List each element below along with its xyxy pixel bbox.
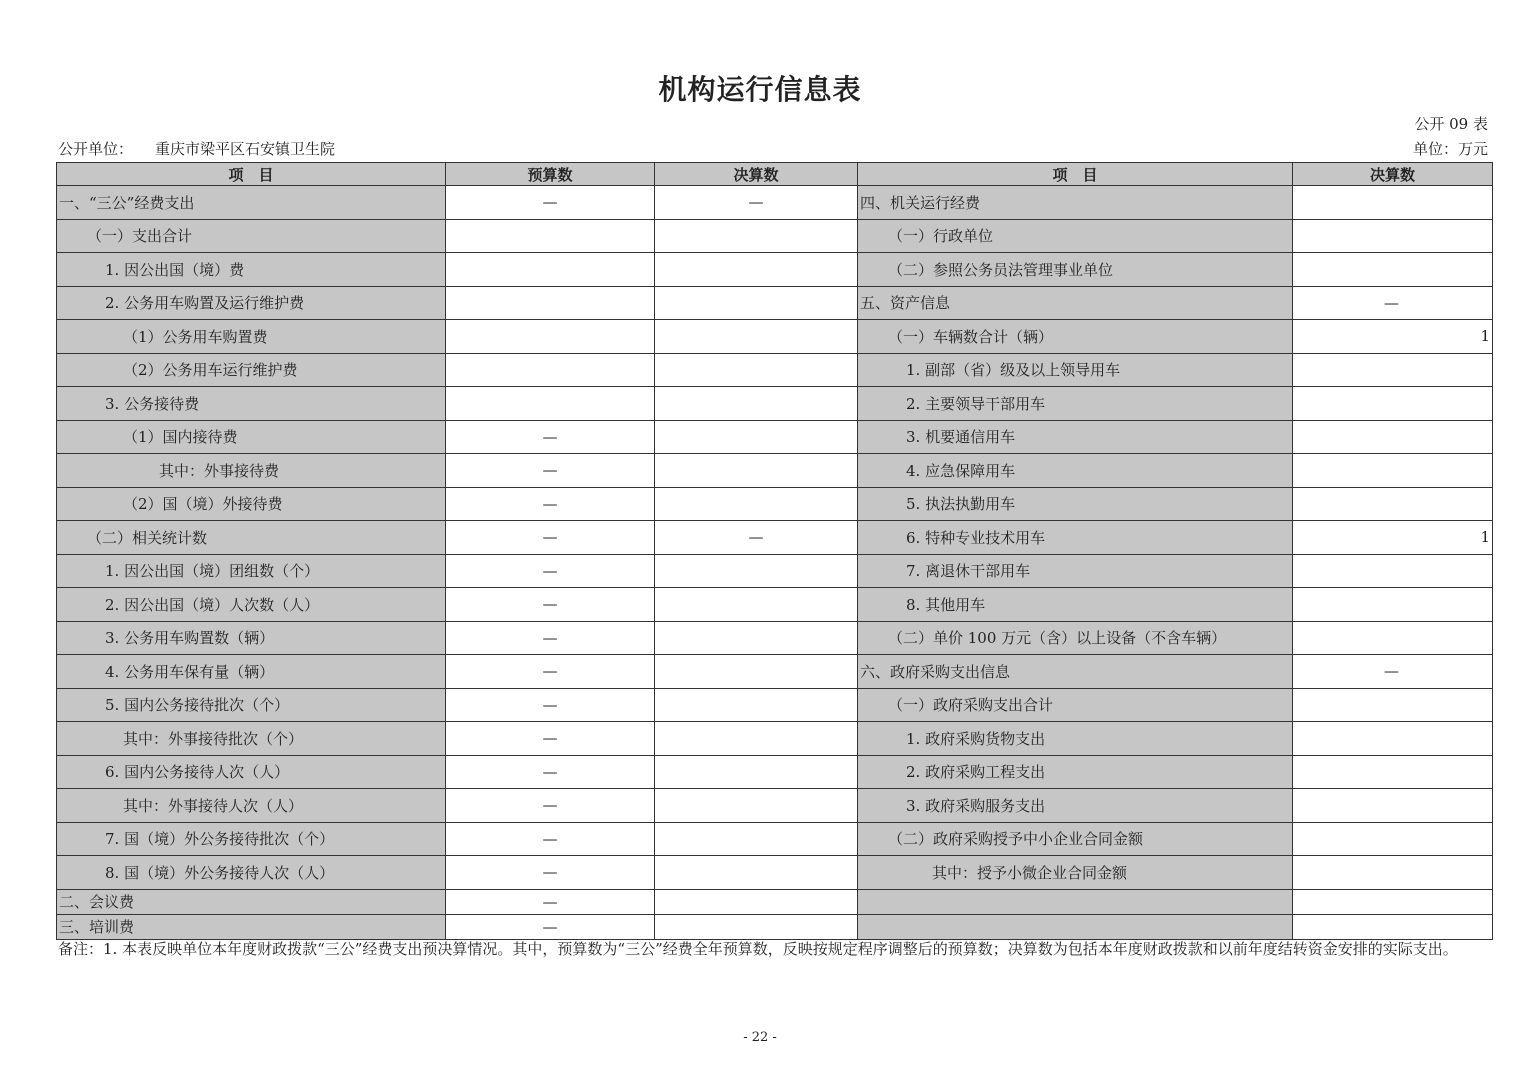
final-value-left bbox=[655, 722, 858, 756]
table-header-row bbox=[57, 163, 1493, 186]
final-value-left bbox=[655, 889, 858, 914]
right-item-label: 8. 其他用车 bbox=[858, 588, 1293, 622]
final-value-left bbox=[655, 487, 858, 521]
final-value-right bbox=[1293, 822, 1493, 856]
page-title: 机构运行信息表 bbox=[658, 73, 862, 106]
left-item-label: 3. 公务用车购置数（辆） bbox=[57, 621, 446, 655]
right-item-label: 3. 机要通信用车 bbox=[858, 420, 1293, 454]
final-value-left bbox=[655, 655, 858, 689]
reporting-unit-label: 公开单位： bbox=[58, 140, 134, 158]
final-value-left bbox=[655, 320, 858, 354]
right-item-label: （二）政府采购授予中小企业合同金额 bbox=[858, 822, 1293, 856]
left-item-label: 2. 公务用车购置及运行维护费 bbox=[57, 286, 446, 320]
final-value-right bbox=[1293, 789, 1493, 823]
final-value-left bbox=[655, 588, 858, 622]
table-row bbox=[57, 253, 1493, 287]
table-row bbox=[57, 588, 1493, 622]
left-item-label: 3. 公务接待费 bbox=[57, 387, 446, 421]
budget-value bbox=[446, 320, 655, 354]
table-row bbox=[57, 320, 1493, 354]
left-item-label: 4. 公务用车保有量（辆） bbox=[57, 655, 446, 689]
reporting-unit bbox=[58, 138, 357, 159]
budget-value: — bbox=[446, 856, 655, 890]
right-item-label: 2. 政府采购工程支出 bbox=[858, 755, 1293, 789]
right-item-label: 六、政府采购支出信息 bbox=[858, 655, 1293, 689]
final-value-right bbox=[1293, 487, 1493, 521]
header-final-right: 决算数 bbox=[1293, 163, 1493, 186]
final-value-right: 1 bbox=[1293, 320, 1493, 354]
left-item-label: 2. 因公出国（境）人次数（人） bbox=[57, 588, 446, 622]
right-item-label: （二）单价 100 万元（含）以上设备（不含车辆） bbox=[858, 621, 1293, 655]
budget-value: — bbox=[446, 554, 655, 588]
final-value-left bbox=[655, 420, 858, 454]
budget-value: — bbox=[446, 621, 655, 655]
right-item-label: 4. 应急保障用车 bbox=[858, 454, 1293, 488]
table-row bbox=[57, 722, 1493, 756]
final-value-right bbox=[1293, 856, 1493, 890]
final-value-right bbox=[1293, 688, 1493, 722]
final-value-right bbox=[1293, 353, 1493, 387]
right-item-label: 其中：授予小微企业合同金额 bbox=[858, 856, 1293, 890]
budget-value: — bbox=[446, 454, 655, 488]
table-row bbox=[57, 755, 1493, 789]
final-value-left bbox=[655, 353, 858, 387]
header-budget: 预算数 bbox=[446, 163, 655, 186]
table-row bbox=[57, 789, 1493, 823]
left-item-label: （1）公务用车购置费 bbox=[57, 320, 446, 354]
budget-value: — bbox=[446, 914, 655, 939]
budget-value: — bbox=[446, 420, 655, 454]
left-item-label: 其中：外事接待人次（人） bbox=[57, 789, 446, 823]
header-final-left: 决算数 bbox=[655, 163, 858, 186]
final-value-right bbox=[1293, 454, 1493, 488]
budget-value: — bbox=[446, 722, 655, 756]
form-code: 公开 09 表 bbox=[1414, 115, 1488, 133]
table-row bbox=[57, 889, 1493, 914]
table-row bbox=[57, 655, 1493, 689]
final-value-right bbox=[1293, 253, 1493, 287]
right-item-label: （一）车辆数合计（辆） bbox=[858, 320, 1293, 354]
final-value-left: — bbox=[655, 521, 858, 555]
right-item-label: 1. 政府采购货物支出 bbox=[858, 722, 1293, 756]
table-body bbox=[57, 186, 1493, 940]
final-value-left bbox=[655, 454, 858, 488]
left-item-label: （2）公务用车运行维护费 bbox=[57, 353, 446, 387]
right-item-label bbox=[858, 889, 1293, 914]
left-item-label: （1）国内接待费 bbox=[57, 420, 446, 454]
final-value-right bbox=[1293, 420, 1493, 454]
budget-value bbox=[446, 286, 655, 320]
footnote: 备注：1. 本表反映单位本年度财政拨款“三公”经费支出预决算情况。其中，预算数为“三公”经费全年预算数，反映按规定程序调整后的预算数；决算数为包括本年度财政拨款和以前年度结转资金安排的实际支出。 bbox=[58, 940, 1458, 958]
budget-value: — bbox=[446, 688, 655, 722]
left-item-label: （2）国（境）外接待费 bbox=[57, 487, 446, 521]
header-item-left: 项 目 bbox=[57, 163, 446, 186]
info-table bbox=[56, 162, 1493, 940]
final-value-left bbox=[655, 387, 858, 421]
page-number: - 22 - bbox=[743, 1030, 777, 1045]
table-row bbox=[57, 822, 1493, 856]
budget-value: — bbox=[446, 789, 655, 823]
right-item-label: 5. 执法执勤用车 bbox=[858, 487, 1293, 521]
right-item-label: 3. 政府采购服务支出 bbox=[858, 789, 1293, 823]
table-row bbox=[57, 387, 1493, 421]
table-row bbox=[57, 353, 1493, 387]
final-value-right bbox=[1293, 755, 1493, 789]
budget-value: — bbox=[446, 521, 655, 555]
final-value-left bbox=[655, 554, 858, 588]
right-item-label: 2. 主要领导干部用车 bbox=[858, 387, 1293, 421]
table-row bbox=[57, 286, 1493, 320]
header-item-right: 项 目 bbox=[858, 163, 1293, 186]
table-row bbox=[57, 219, 1493, 253]
final-value-left bbox=[655, 286, 858, 320]
budget-value: — bbox=[446, 186, 655, 220]
table-row bbox=[57, 186, 1493, 220]
table-row bbox=[57, 856, 1493, 890]
final-value-right bbox=[1293, 588, 1493, 622]
final-value-left bbox=[655, 856, 858, 890]
right-item-label: （一）行政单位 bbox=[858, 219, 1293, 253]
final-value-left: — bbox=[655, 186, 858, 220]
budget-value: — bbox=[446, 487, 655, 521]
budget-value bbox=[446, 219, 655, 253]
left-item-label: 8. 国（境）外公务接待人次（人） bbox=[57, 856, 446, 890]
right-item-label: （二）参照公务员法管理事业单位 bbox=[858, 253, 1293, 287]
right-item-label: 四、机关运行经费 bbox=[858, 186, 1293, 220]
left-item-label: 5. 国内公务接待批次（个） bbox=[57, 688, 446, 722]
final-value-right bbox=[1293, 219, 1493, 253]
final-value-right: 1 bbox=[1293, 521, 1493, 555]
final-value-left bbox=[655, 789, 858, 823]
left-item-label: 6. 国内公务接待人次（人） bbox=[57, 755, 446, 789]
table-row bbox=[57, 454, 1493, 488]
table-row bbox=[57, 487, 1493, 521]
left-item-label: 其中：外事接待费 bbox=[57, 454, 446, 488]
left-item-label: 1. 因公出国（境）费 bbox=[57, 253, 446, 287]
table-row bbox=[57, 621, 1493, 655]
budget-value bbox=[446, 253, 655, 287]
budget-value: — bbox=[446, 822, 655, 856]
table-row bbox=[57, 521, 1493, 555]
right-item-label: 1. 副部（省）级及以上领导用车 bbox=[858, 353, 1293, 387]
left-item-label: （一）支出合计 bbox=[57, 219, 446, 253]
final-value-left bbox=[655, 822, 858, 856]
table-row bbox=[57, 688, 1493, 722]
right-item-label: 五、资产信息 bbox=[858, 286, 1293, 320]
budget-value bbox=[446, 387, 655, 421]
reporting-unit-name: 重庆市梁平区石安镇卫生院 bbox=[155, 140, 336, 158]
currency-unit: 单位：万元 bbox=[1412, 140, 1488, 158]
left-item-label: 一、“三公”经费支出 bbox=[57, 186, 446, 220]
budget-value: — bbox=[446, 755, 655, 789]
right-item-label: 7. 离退休干部用车 bbox=[858, 554, 1293, 588]
final-value-left bbox=[655, 755, 858, 789]
left-item-label: 其中：外事接待批次（个） bbox=[57, 722, 446, 756]
budget-value: — bbox=[446, 889, 655, 914]
final-value-left bbox=[655, 253, 858, 287]
final-value-left bbox=[655, 219, 858, 253]
table-row bbox=[57, 554, 1493, 588]
budget-value: — bbox=[446, 655, 655, 689]
final-value-left bbox=[655, 688, 858, 722]
budget-value bbox=[446, 353, 655, 387]
final-value-right: — bbox=[1293, 286, 1493, 320]
budget-value: — bbox=[446, 588, 655, 622]
table-row bbox=[57, 420, 1493, 454]
final-value-left bbox=[655, 621, 858, 655]
final-value-right bbox=[1293, 889, 1493, 914]
left-item-label: 1. 因公出国（境）团组数（个） bbox=[57, 554, 446, 588]
final-value-right bbox=[1293, 186, 1493, 220]
left-item-label: 二、会议费 bbox=[57, 889, 446, 914]
final-value-right bbox=[1293, 722, 1493, 756]
final-value-right bbox=[1293, 387, 1493, 421]
left-item-label: 三、培训费 bbox=[57, 914, 446, 939]
final-value-right bbox=[1293, 554, 1493, 588]
left-item-label: （二）相关统计数 bbox=[57, 521, 446, 555]
right-item-label: （一）政府采购支出合计 bbox=[858, 688, 1293, 722]
right-item-label: 6. 特种专业技术用车 bbox=[858, 521, 1293, 555]
left-item-label: 7. 国（境）外公务接待批次（个） bbox=[57, 822, 446, 856]
final-value-right bbox=[1293, 621, 1493, 655]
final-value-right: — bbox=[1293, 655, 1493, 689]
